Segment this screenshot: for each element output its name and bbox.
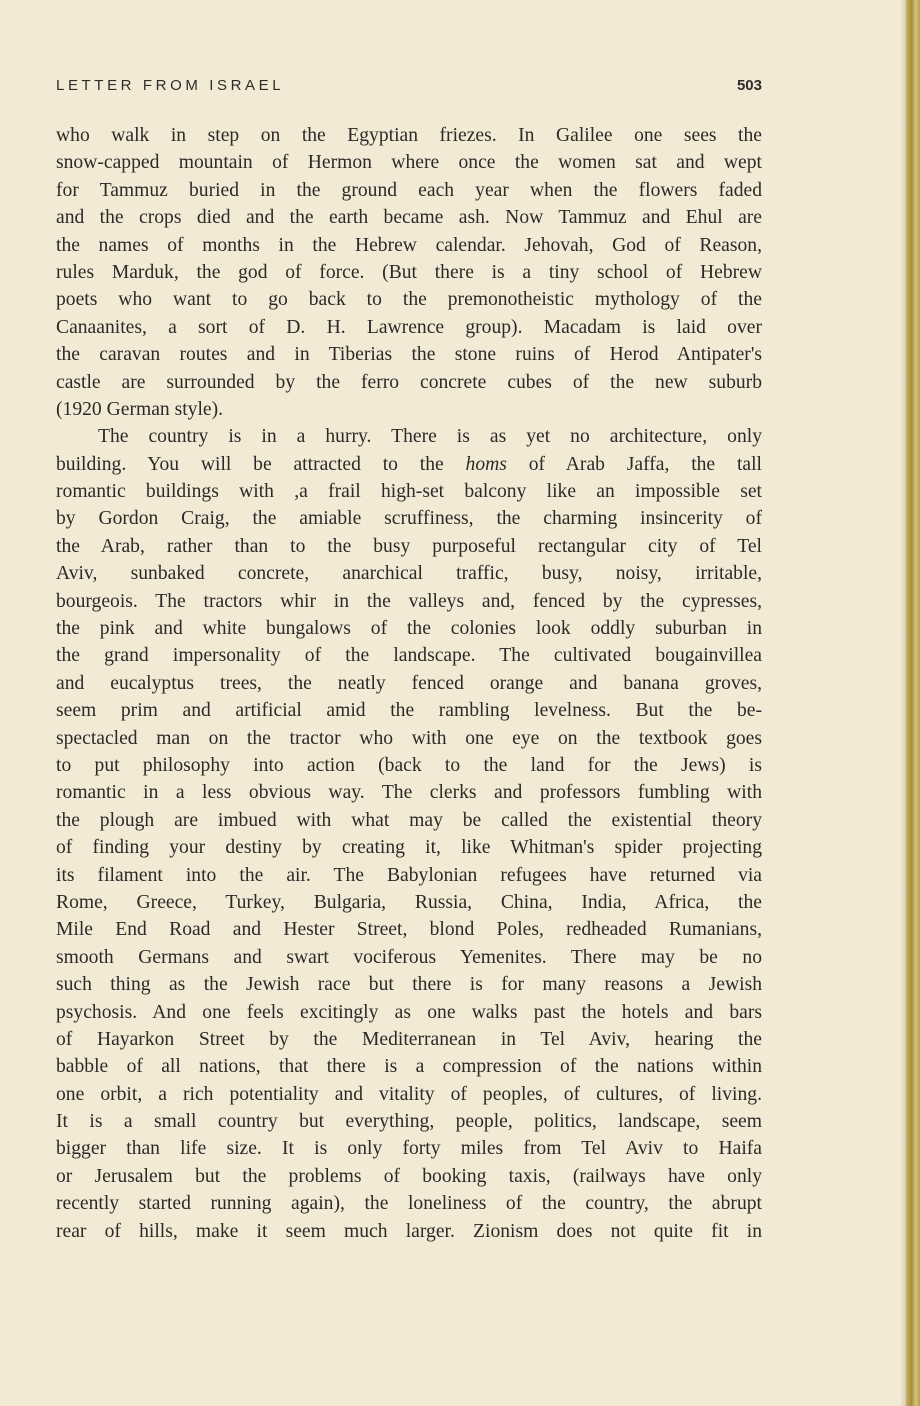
text-line: who walk in step on the Egyptian friezes. In Galilee one sees the (56, 125, 762, 146)
text-line: of finding your destiny by creating it, like Whitman's spider projecting (56, 837, 762, 859)
italic-word: homs (465, 453, 507, 475)
text-line: to put philosophy into action (back to the land for the Jews) is (56, 754, 762, 776)
text-line: spectacled man on the tractor who with one eye on the textbook goes (56, 727, 762, 749)
text-line: of Hayarkon Street by the Mediterranean in Tel Aviv, hearing the (56, 1028, 762, 1050)
text-line: the Arab, rather than to the busy purposeful rectangular city of Tel (56, 535, 762, 557)
text-line: bourgeois. The tractors whir in the valleys and, fenced by the cypresses, (56, 590, 762, 612)
text-line: Aviv, sunbaked concrete, anarchical traffic, busy, noisy, irritable, (56, 563, 762, 585)
text-line: Canaanites, a sort of D. H. Lawrence group). Macadam is laid over (56, 316, 762, 338)
text-line: Rome, Greece, Turkey, Bulgaria, Russia, China, India, Africa, the (56, 891, 762, 913)
text-line: smooth Germans and swart vociferous Yemenites. There may be no (56, 946, 762, 968)
text-line: by Gordon Craig, the amiable scruffiness, the charming insincerity of (56, 508, 762, 530)
text-line: and the crops died and the earth became ash. Now Tammuz and Ehul are (56, 207, 762, 229)
text-line: rear of hills, make it seem much larger. Zionism does not quite fit in (56, 1220, 762, 1242)
text-line: babble of all nations, that there is a compression of the nations within (56, 1056, 762, 1078)
text-line: snow-capped mountain of Hermon where once the women sat and wept (56, 152, 762, 174)
text-segment: of Arab Jaffa, the tall (528, 453, 762, 475)
text-line: the pink and white bungalows of the colonies look oddly suburban in (56, 618, 762, 640)
text-line: seem prim and artificial amid the rambling levelness. But the be- (56, 700, 762, 722)
text-line: the caravan routes and in Tiberias the stone ruins of Herod Antipater's (56, 344, 762, 366)
body-text (56, 122, 762, 1245)
text-line: psychosis. And one feels excitingly as one walks past the hotels and bars (56, 1001, 762, 1023)
text-line: Mile End Road and Hester Street, blond Poles, redheaded Rumanians, (56, 919, 762, 941)
book-edge-strip (906, 0, 920, 1406)
text-line: such thing as the Jewish race but there is for many reasons a Jewish (56, 974, 762, 996)
text-line: and eucalyptus trees, the neatly fenced orange and banana groves, (56, 672, 762, 694)
text-line: bigger than life size. It is only forty miles from Tel Aviv to Haifa (56, 1138, 762, 1160)
text-line: or Jerusalem but the problems of booking taxis, (railways have only (56, 1165, 762, 1187)
page-number: 503 (736, 77, 762, 94)
text-line: its filament into the air. The Babylonian refugees have returned via (56, 864, 762, 886)
text-line: romantic buildings with ,a frail high-set balcony like an impossible set (56, 481, 762, 503)
text-line-with-italic (56, 451, 762, 478)
text-line: It is a small country but everything, people, politics, landscape, seem (56, 1111, 762, 1133)
text-segment: building. You will be attracted to the (56, 453, 444, 475)
text-line: romantic in a less obvious way. The clerks and professors fumbling with (56, 782, 762, 804)
text-line: poets who want to go back to the premonotheistic mythology of the (56, 289, 762, 311)
text-line: the grand impersonality of the landscape. The cultivated bougainvillea (56, 645, 762, 667)
text-line: one orbit, a rich potentiality and vitality of peoples, of cultures, of living. (56, 1083, 762, 1105)
text-line: recently started running again), the loneliness of the country, the abrupt (56, 1193, 762, 1215)
text-line: the names of months in the Hebrew calendar. Jehovah, God of Reason, (56, 234, 762, 256)
page-header (56, 77, 764, 101)
paragraph-end-line: (1920 German style). (56, 398, 224, 420)
text-line: the plough are imbued with what may be called the existential theory (56, 809, 762, 831)
text-line: rules Marduk, the god of force. (But there is a tiny school of Hebrew (56, 261, 762, 283)
running-head: LETTER FROM ISRAEL (56, 77, 285, 94)
text-line: for Tammuz buried in the ground each year when the flowers faded (56, 179, 762, 201)
text-line: castle are surrounded by the ferro concrete cubes of the new suburb (56, 371, 762, 393)
paragraph-start-line: The country is in a hurry. There is as yet no architecture, only (98, 426, 762, 448)
